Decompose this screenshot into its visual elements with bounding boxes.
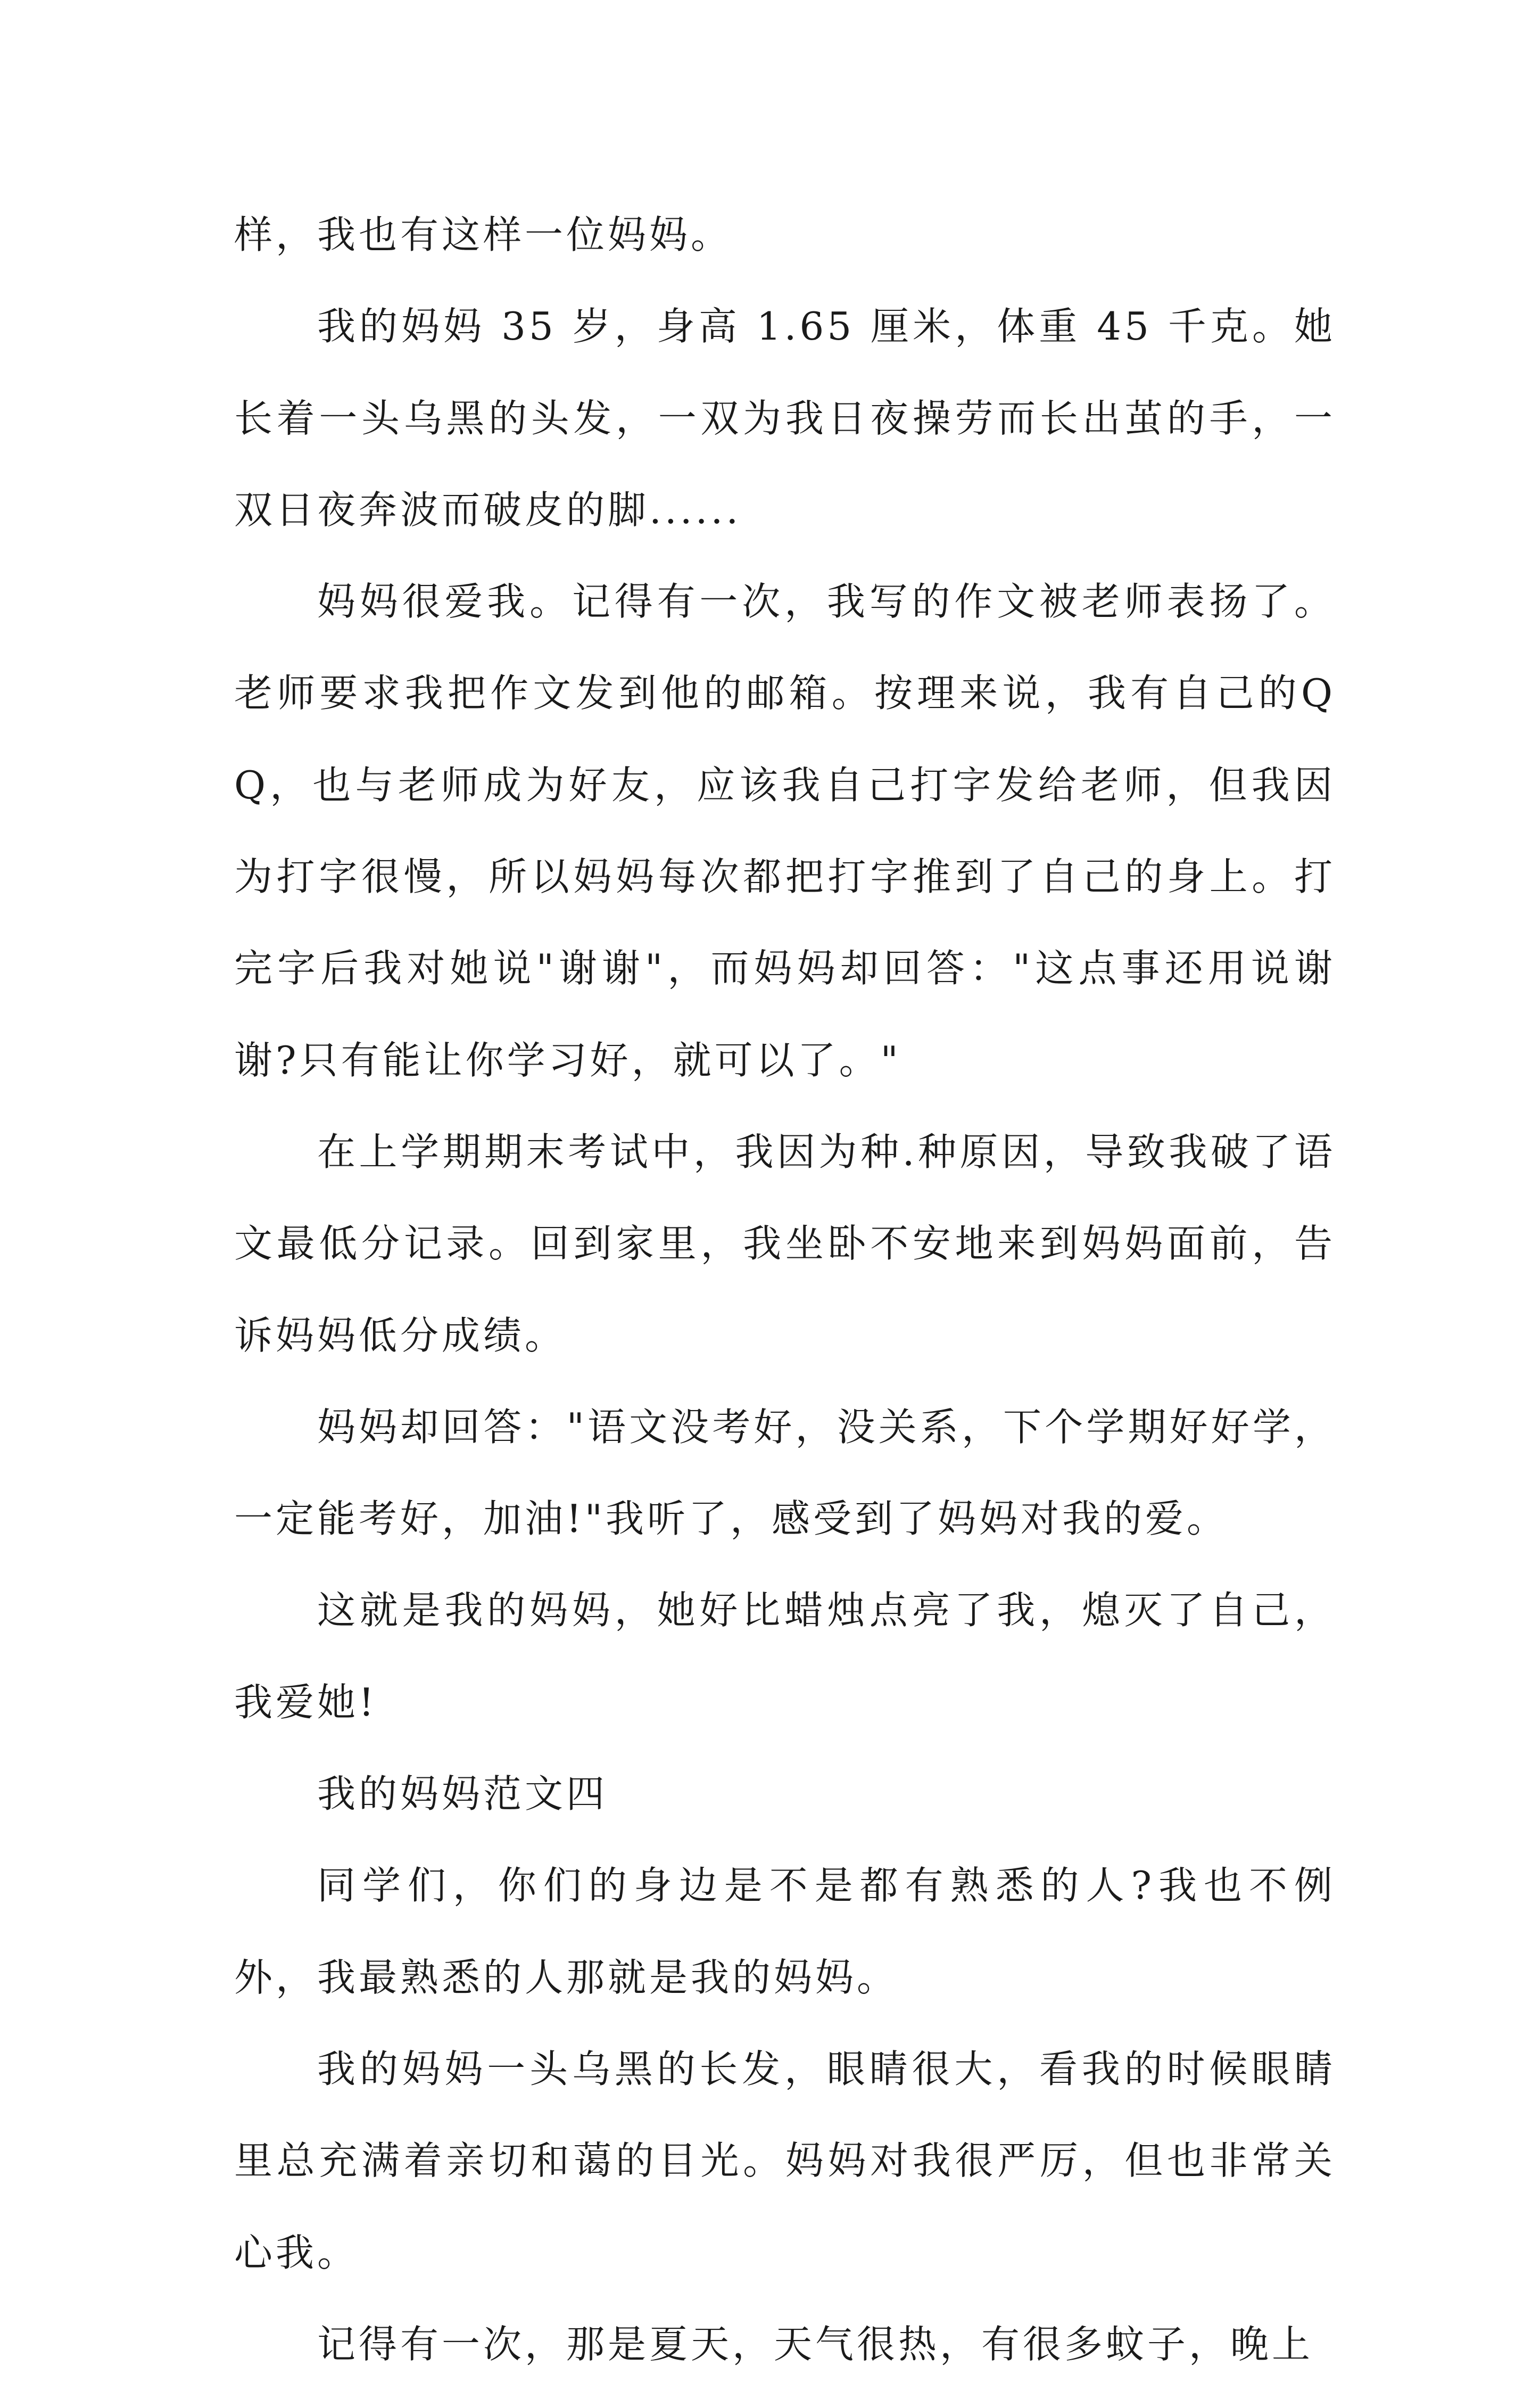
paragraph-4: 在上学期期末考试中，我因为种.种原因，导致我破了语文最低分记录。回到家里，我坐卧不安地来到妈妈面前，告诉妈妈低分成绩。 [234,1129,1336,1358]
paragraph-5: 妈妈却回答："语文没考好，没关系，下个学期好好学，一定能考好，加油!"我听了，感受到了妈妈对我的爱。 [234,1404,1336,1542]
section-heading: 我的妈妈范文四 [317,1771,608,1817]
paragraph-6: 这就是我的妈妈，她好比蜡烛点亮了我，熄灭了自己，我爱她! [234,1588,1336,1725]
paragraph-3: 妈妈很爱我。记得有一次，我写的作文被老师表扬了。老师要求我把作文发到他的邮箱。按理来说，我有自己的QQ，也与老师成为好友，应该我自己打字发给老师，但我因为打字很慢，所以妈妈每次都把打字推到了自己的身上。打完字后我对她说"谢谢"，而妈妈却回答："这点事还用说谢谢?只有能让你学习好，就可以了。" [234,579,1336,1083]
paragraph-9: 记得有一次，那是夏天，天气很热，有很多蚊子，晚上 [317,2321,1314,2367]
paragraph-7: 同学们，你们的身边是不是都有熟悉的人?我也不例外，我最熟悉的人那就是我的妈妈。 [234,1863,1336,2000]
body-text [234,189,1336,2390]
paragraph-2: 我的妈妈 35 岁，身高 1.65 厘米，体重 45 千克。她长着一头乌黑的头发，一双为我日夜操劳而长出茧的手，一双日夜奔波而破皮的脚...... [234,304,1336,532]
paragraph-8: 我的妈妈一头乌黑的长发，眼睛很大，看我的时候眼睛里总充满着亲切和蔼的目光。妈妈对我很严厉，但也非常关心我。 [234,2046,1336,2275]
paragraph-1: 样，我也有这样一位妈妈。 [234,212,733,257]
